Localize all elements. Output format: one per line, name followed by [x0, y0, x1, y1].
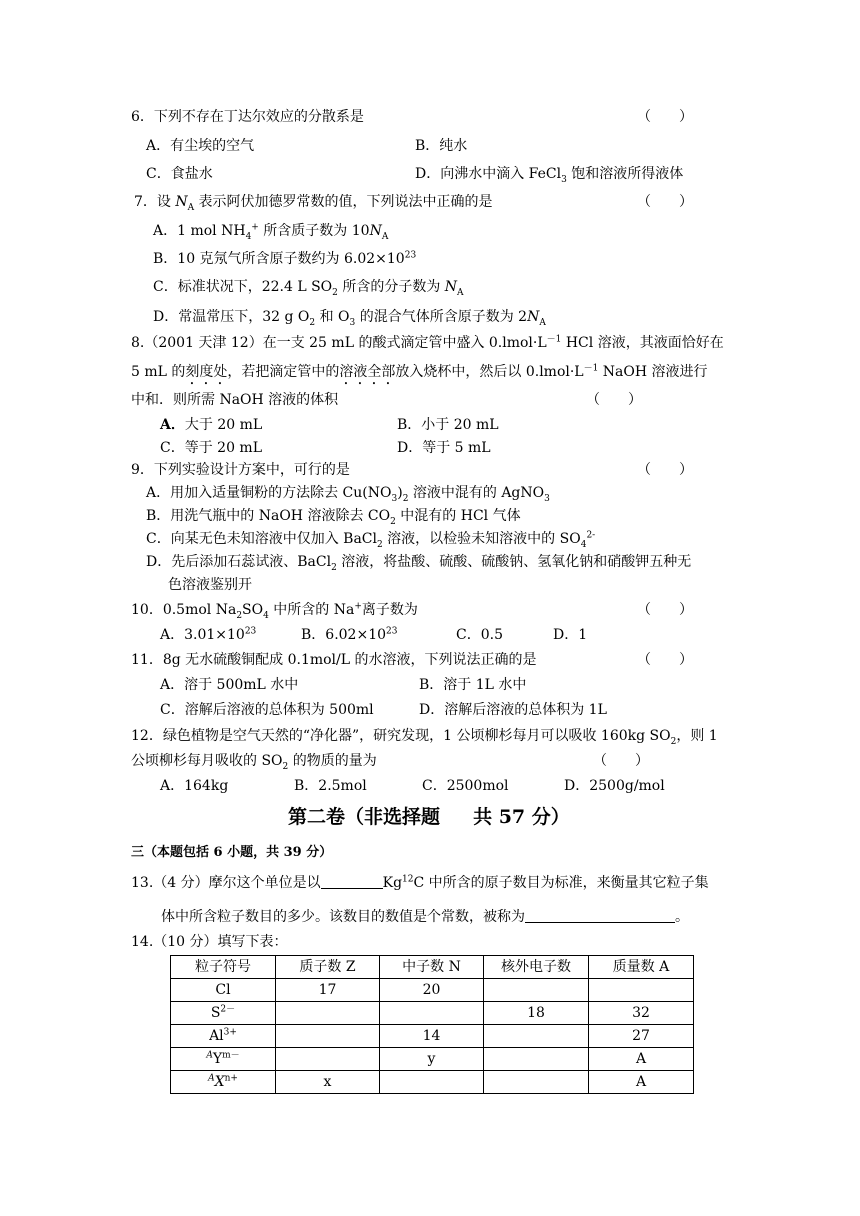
proton-cell[interactable] — [276, 1002, 380, 1025]
proton-cell[interactable]: 17 — [276, 979, 380, 1002]
part2-title: 第二卷（非选择题 共 57 分） — [288, 806, 570, 828]
q8-answer-paren[interactable]: （ ） — [586, 392, 642, 408]
electron-cell[interactable] — [484, 979, 589, 1002]
q9-answer-paren[interactable]: （ ） — [637, 462, 693, 478]
table-row — [171, 1025, 694, 1048]
q10-option-c[interactable]: C．0.5 — [456, 627, 503, 643]
q12-answer-paren[interactable]: （ ） — [593, 753, 649, 769]
q8-stem-line1: 8.（2001 天津 12）在一支 25 mL 的酸式滴定管中盛入 $0.lmol\cdot L^{-1}$ HCl 溶液，其液面恰好在 — [131, 334, 724, 351]
q7-option-b[interactable]: B．10 克氖气所含原子数约为 $6.02\times 10^{23}$ — [153, 250, 417, 267]
q8-stem-line3: 中和．则所需 NaOH 溶液的体积 — [131, 392, 339, 408]
q13-blank-2[interactable] — [525, 908, 675, 923]
q10-option-b[interactable]: B．$6.02\times 10^{23}$ — [301, 626, 398, 643]
q10-answer-paren[interactable]: （ ） — [637, 602, 693, 618]
q10-option-d[interactable]: D．1 — [553, 627, 588, 643]
q6-option-b[interactable]: B．纯水 — [415, 138, 468, 154]
electron-cell[interactable]: 18 — [484, 1002, 589, 1025]
q6-answer-paren[interactable]: （ ） — [637, 109, 693, 125]
particle-table — [170, 955, 694, 1094]
emphasis-dot-text: 刻度处 — [185, 364, 228, 380]
mass-cell[interactable]: 32 — [589, 1002, 694, 1025]
electron-cell[interactable] — [484, 1025, 589, 1048]
particle-symbol: $^AX^{n+}$ — [171, 1071, 276, 1094]
mass-cell[interactable]: A — [589, 1048, 694, 1071]
particle-symbol: $S^{2-}$ — [171, 1002, 276, 1025]
neutron-cell[interactable]: y — [380, 1048, 484, 1071]
proton-cell[interactable] — [276, 1048, 380, 1071]
q7-answer-paren[interactable]: （ ） — [637, 194, 693, 210]
q8-option-d[interactable]: D．等于 5 mL — [397, 440, 491, 456]
mass-cell[interactable] — [589, 979, 694, 1002]
q8-option-a[interactable]: A．大于 20 mL — [160, 417, 263, 433]
proton-cell[interactable]: x — [276, 1071, 380, 1094]
q7-stem: 7．设 $N_A$ 表示阿伏加德罗常数的值，下列说法中正确的是 — [134, 194, 493, 213]
q6-option-c[interactable]: C．食盐水 — [146, 166, 213, 182]
q9-option-d-line2: 色溶液鉴别开 — [168, 577, 252, 593]
q13-blank-1[interactable] — [321, 874, 383, 889]
q9-option-c[interactable]: C．向某无色未知溶液中仅加入 BaCl$_2$ 溶液，以检验未知溶液中的 $SO_4^{2-}$ — [146, 530, 596, 550]
q8-option-c[interactable]: C．等于 20 mL — [160, 440, 262, 456]
mass-cell[interactable]: 27 — [589, 1025, 694, 1048]
q12-option-a[interactable]: A．164kg — [160, 778, 229, 794]
q11-answer-paren[interactable]: （ ） — [637, 652, 693, 668]
q11-option-b[interactable]: B．溶于 1L 水中 — [419, 677, 527, 693]
q12-option-d[interactable]: D．2500g/mol — [564, 778, 665, 794]
table-header-cell: 中子数 N — [380, 956, 484, 979]
q7-option-c[interactable]: C．标准状况下，22.4 L $SO_2$ 所含的分子数为 $N_A$ — [153, 279, 464, 298]
table-header-row — [171, 956, 694, 979]
neutron-cell[interactable] — [380, 1071, 484, 1094]
q8-stem-line2: 5 mL 的刻度处，若把滴定管中的溶液全部放入烧杯中，然后以 $0.lmol\cdot L^{-1}$ NaOH 溶液进行 — [131, 363, 708, 380]
q7-option-a[interactable]: A．1 mol $NH_4^+$ 所含质子数为 $10N_A$ — [153, 222, 389, 242]
particle-symbol: $^AY^{m-}$ — [171, 1048, 276, 1071]
q6-stem: 6．下列不存在丁达尔效应的分散系是 — [131, 109, 364, 125]
table-row — [171, 1071, 694, 1094]
q12-option-c[interactable]: C．2500mol — [422, 778, 509, 794]
electron-cell[interactable] — [484, 1048, 589, 1071]
q12-stem-line2: 公顷柳杉每月吸收的 $SO_2$ 的物质的量为 — [131, 753, 377, 772]
q9-option-d[interactable]: D．先后添加石蕊试液、BaCl$_2$ 溶液，将盐酸、硫酸、硫酸钠、氢氧化钠和硝酸钾五种无 — [146, 554, 692, 573]
section-heading: 三（本题包括 6 小题，共 39 分） — [131, 845, 333, 860]
neutron-cell[interactable]: 20 — [380, 979, 484, 1002]
q10-stem: 10．0.5mol $Na_2SO_4$ 中所含的 Na+离子数为 — [131, 601, 418, 621]
particle-symbol: Cl — [171, 979, 276, 1002]
neutron-cell[interactable]: 14 — [380, 1025, 484, 1048]
emphasis-dot-text: 溶液全部 — [339, 364, 396, 380]
q13-line2: 体中所含粒子数目的多少。该数目的数值是个常数，被称为 。 — [161, 909, 689, 925]
q9-option-b[interactable]: B．用洗气瓶中的 NaOH 溶液除去 $CO_2$ 中混有的 HCl 气体 — [146, 508, 521, 527]
table-row — [171, 1048, 694, 1071]
q6-option-d[interactable]: D．向沸水中滴入 FeCl$_3$ 饱和溶液所得液体 — [415, 166, 684, 185]
proton-cell[interactable] — [276, 1025, 380, 1048]
particle-symbol: $Al^{3+}$ — [171, 1025, 276, 1048]
table-row — [171, 1002, 694, 1025]
table-header-cell: 核外电子数 — [484, 956, 589, 979]
neutron-cell[interactable] — [380, 1002, 484, 1025]
q6-option-a[interactable]: A．有尘埃的空气 — [146, 138, 255, 154]
q9-option-a[interactable]: A．用加入适量铜粉的方法除去 $Cu(NO_3)_2$ 溶液中混有的 AgNO$_3$ — [146, 485, 550, 504]
electron-cell[interactable] — [484, 1071, 589, 1094]
q11-stem: 11．8g 无水硫酸铜配成 0.1mol/L 的水溶液，下列说法正确的是 — [131, 652, 537, 668]
q12-stem-line1: 12．绿色植物是空气天然的“净化器”，研究发现，1 公顷柳杉每月可以吸收 160kg $SO_2$，则 1 — [131, 728, 718, 747]
q14-stem: 14.（10 分）填写下表： — [131, 934, 288, 950]
q11-option-a[interactable]: A．溶于 500mL 水中 — [160, 677, 299, 693]
table-header-cell: 粒子符号 — [171, 956, 276, 979]
q8-option-b[interactable]: B．小于 20 mL — [397, 417, 499, 433]
q12-option-b[interactable]: B．2.5mol — [294, 778, 367, 794]
q9-stem: 9．下列实验设计方案中，可行的是 — [131, 462, 350, 478]
table-row — [171, 979, 694, 1002]
q11-option-c[interactable]: C．溶解后溶液的总体积为 500ml — [160, 702, 374, 718]
mass-cell[interactable]: A — [589, 1071, 694, 1094]
q11-option-d[interactable]: D．溶解后溶液的总体积为 1L — [419, 702, 607, 718]
q13-line1: 13.（4 分）摩尔这个单位是以 Kg$^{12}$C 中所含的原子数目为标准，来衡量其它粒子集 — [131, 874, 709, 891]
q10-option-a[interactable]: A．$3.01\times 10^{23}$ — [160, 626, 257, 643]
table-header-cell: 质子数 Z — [276, 956, 380, 979]
q7-option-d[interactable]: D．常温常压下，32 g $O_2$ 和 $O_3$ 的混合气体所含原子数为 $2N_A$ — [153, 309, 546, 328]
table-header-cell: 质量数 A — [589, 956, 694, 979]
